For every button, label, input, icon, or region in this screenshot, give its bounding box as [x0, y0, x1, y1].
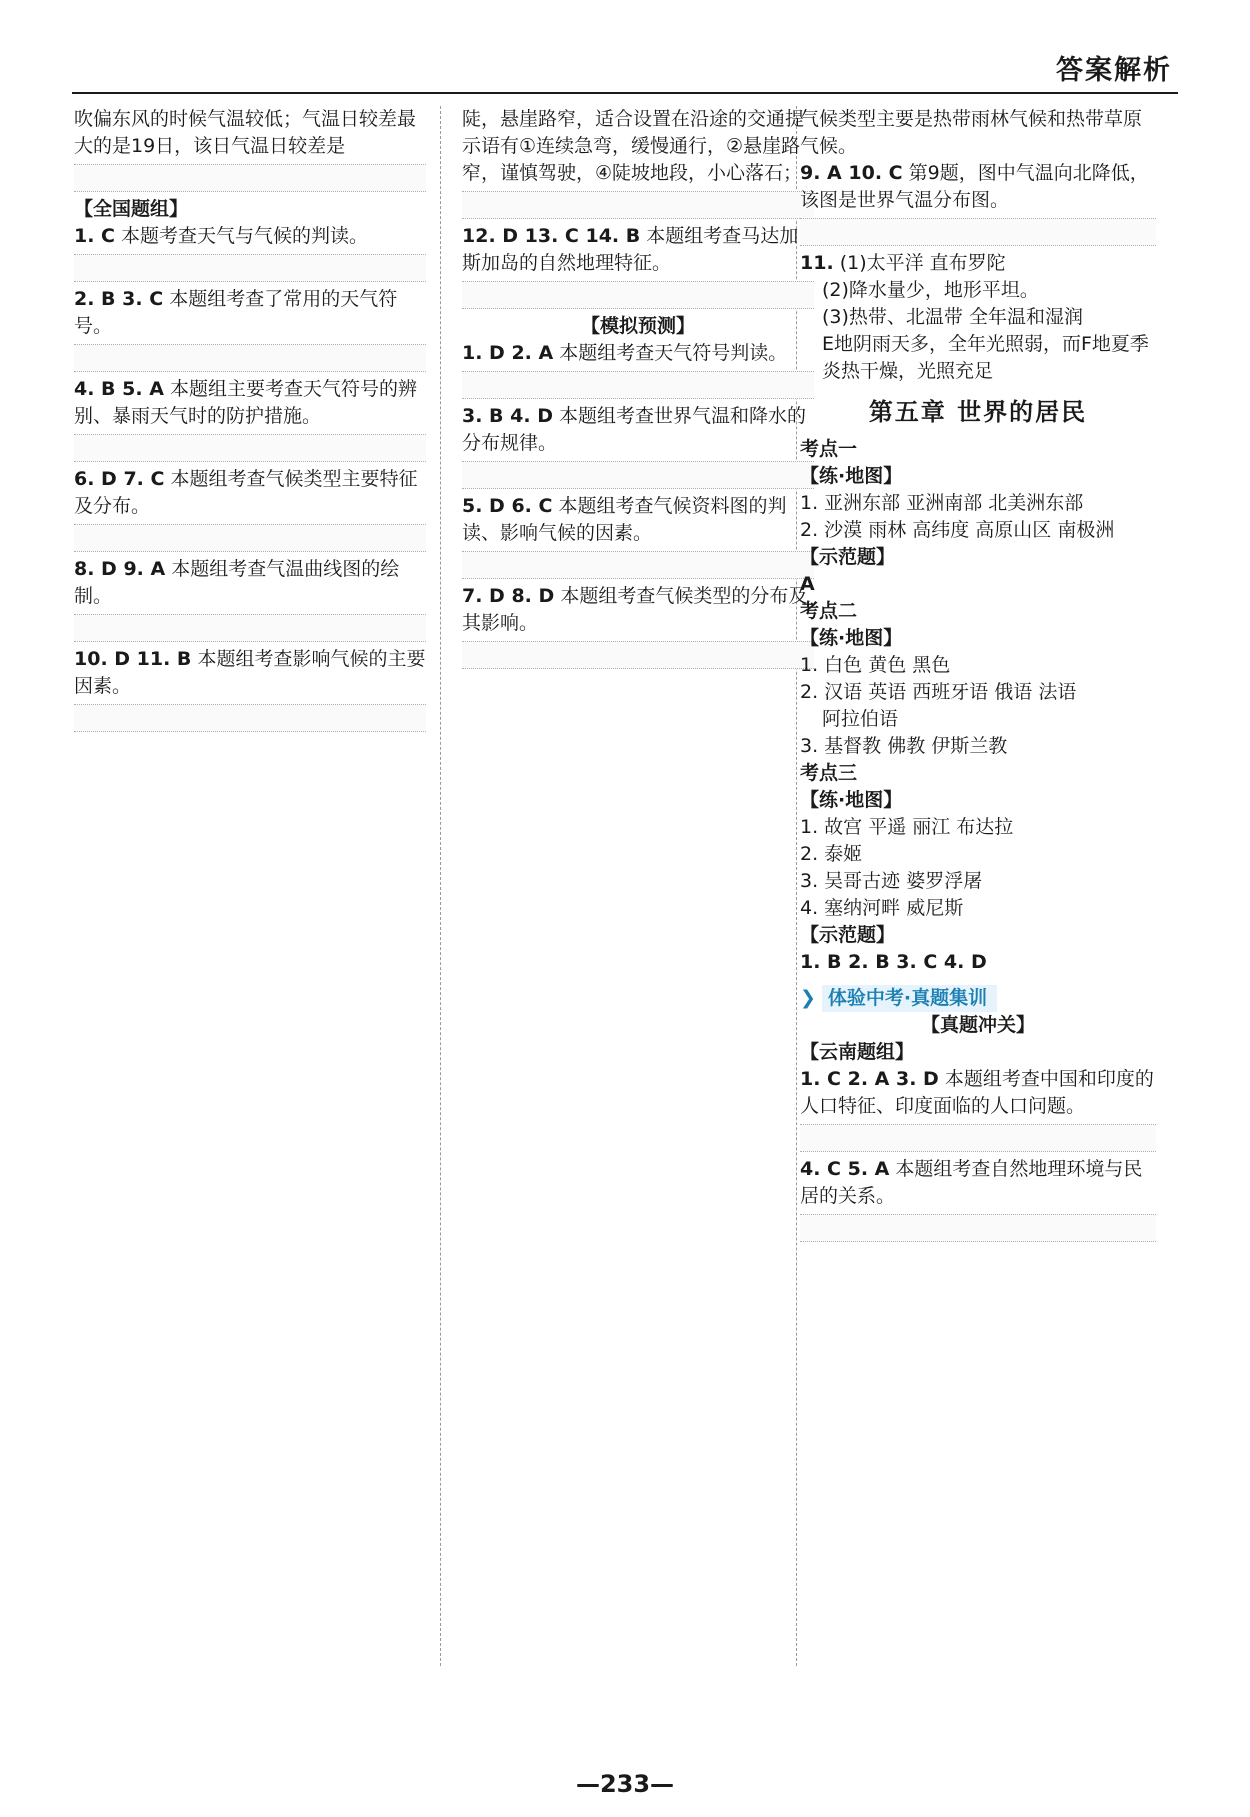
- omitted-passage: [800, 218, 1156, 246]
- answer-number: 2. B 3. C: [74, 288, 164, 310]
- answer-item: [462, 583, 814, 637]
- section-label: 【示范题】: [800, 924, 896, 946]
- answer-item: [74, 466, 426, 520]
- header-rule: [72, 92, 1178, 94]
- answer-text: 本题组考查气候类型主要特征及分布。: [74, 468, 418, 517]
- section-label: 考点一: [800, 438, 858, 460]
- answer-line: 4. 塞纳河畔 威尼斯: [800, 897, 964, 919]
- paragraph: 陡，悬崖路窄，适合设置在沿途的交通提示语有①连续急弯，缓慢通行，②悬崖路窄，谨慎驾驶，④陡坡地段，小心落石；: [462, 108, 805, 184]
- answer-text: 本题组考查气候资料图的判读、影响气候的因素。: [462, 495, 787, 544]
- answer-number: 4. B 5. A: [74, 378, 164, 400]
- answer-text: 本题组考查了常用的天气符号。: [74, 288, 398, 337]
- omitted-passage: [74, 524, 426, 552]
- column-right: [800, 106, 1156, 1246]
- page-number: —233—: [575, 1770, 675, 1798]
- answer-item: [800, 160, 1156, 214]
- answer-text: 本题组考查天气符号判读。: [559, 342, 788, 364]
- paragraph: 吹偏东风的时候气温较低；气温日较差最大的是19日，该日气温日较差是: [74, 108, 417, 157]
- answer-item: [74, 376, 426, 430]
- section-label: 【练·地图】: [800, 465, 903, 487]
- answer-number: 1. C 2. A 3. D: [800, 1068, 939, 1090]
- answer-line: E地阴雨天多，全年光照弱，而F地夏季炎热干燥，光照充足: [822, 333, 1149, 382]
- omitted-passage: [74, 434, 426, 462]
- omitted-passage: [462, 191, 814, 219]
- section-label: 【模拟预测】: [580, 315, 695, 337]
- section-label: 【真题冲关】: [920, 1014, 1035, 1036]
- answer-number: 11.: [800, 252, 834, 274]
- answer-line: 1. 亚洲东部 亚洲南部 北美洲东部: [800, 492, 1084, 514]
- answer-text: 第9题，图中气温向北降低，该图是世界气温分布图。: [800, 162, 1149, 211]
- answer-number: 1. C: [74, 225, 115, 247]
- answer-number: 10. D 11. B: [74, 648, 192, 670]
- page-header-title: 答案解析: [1056, 55, 1172, 86]
- answer-text: 本题组考查世界气温和降水的分布规律。: [462, 405, 807, 454]
- chevron-right-icon: ❯: [800, 987, 816, 1009]
- section-label: 考点三: [800, 762, 858, 784]
- answer-text: 本题考查天气与气候的判读。: [121, 225, 369, 247]
- omitted-passage: [462, 461, 814, 489]
- omitted-passage: [74, 164, 426, 192]
- answer-line: 3. 吴哥古迹 婆罗浮屠: [800, 870, 983, 892]
- answer-line: A: [800, 573, 815, 595]
- omitted-passage: [74, 614, 426, 642]
- answer-number: 12. D 13. C 14. B: [462, 225, 641, 247]
- answer-line: 1. 故宫 平遥 丽江 布达拉: [800, 816, 1014, 838]
- answer-line: 3. 基督教 佛教 伊斯兰教: [800, 735, 1008, 757]
- answer-text: (1)太平洋 直布罗陀: [839, 252, 1006, 274]
- omitted-passage: [800, 1214, 1156, 1242]
- answer-item: [800, 1066, 1156, 1120]
- answer-item: [74, 646, 426, 700]
- answer-number: 1. D 2. A: [462, 342, 554, 364]
- answer-number: 4. C 5. A: [800, 1158, 890, 1180]
- section-label: 【练·地图】: [800, 789, 903, 811]
- omitted-passage: [462, 371, 814, 399]
- answer-text: 本题组考查气候类型的分布及其影响。: [462, 585, 808, 634]
- omitted-passage: [74, 704, 426, 732]
- column-left: [74, 106, 426, 736]
- omitted-passage: [462, 641, 814, 669]
- answer-line: (3)热带、北温带 全年温和湿润: [822, 306, 1083, 328]
- answer-line: 2. 汉语 英语 西班牙语 俄语 法语: [800, 681, 1077, 703]
- answer-item: [462, 403, 814, 457]
- section-label: 【全国题组】: [74, 198, 189, 220]
- section-label: 【练·地图】: [800, 627, 903, 649]
- omitted-passage: [800, 1124, 1156, 1152]
- answer-item: [800, 250, 1156, 277]
- answer-number: 8. D 9. A: [74, 558, 166, 580]
- answer-number: 7. D 8. D: [462, 585, 555, 607]
- answer-item: [462, 340, 814, 367]
- answer-line: (2)降水量少，地形平坦。: [822, 279, 1039, 301]
- answer-text: 本题组考查气温曲线图的绘制。: [74, 558, 400, 607]
- answer-item: [74, 223, 426, 250]
- answer-line: 1. B 2. B 3. C 4. D: [800, 951, 987, 973]
- omitted-passage: [462, 551, 814, 579]
- answer-item: [74, 286, 426, 340]
- answer-item: [462, 223, 814, 277]
- answer-number: 5. D 6. C: [462, 495, 553, 517]
- answer-item: [74, 556, 426, 610]
- column-middle: [462, 106, 814, 673]
- answer-line: 2. 泰姬: [800, 843, 863, 865]
- answer-line: 2. 沙漠 雨林 高纬度 高原山区 南极洲: [800, 519, 1115, 541]
- answer-text: 本题组考查影响气候的主要因素。: [74, 648, 426, 697]
- answer-item: [462, 493, 814, 547]
- section-label: 【云南题组】: [800, 1041, 915, 1063]
- answer-text: 本题组考查自然地理环境与民居的关系。: [800, 1158, 1143, 1207]
- answer-line: 1. 白色 黄色 黑色: [800, 654, 951, 676]
- answer-text: 本题组主要考查天气符号的辨别、暴雨天气时的防护措施。: [74, 378, 417, 427]
- exam-banner: [800, 985, 1156, 1012]
- chapter-title: 第五章 世界的居民: [868, 398, 1088, 426]
- answer-number: 6. D 7. C: [74, 468, 165, 490]
- answer-number: 9. A 10. C: [800, 162, 903, 184]
- banner-label: 体验中考·真题集训: [822, 985, 997, 1012]
- column-divider-left: [440, 106, 441, 1666]
- answer-text: 本题组考查中国和印度的人口特征、印度面临的人口问题。: [800, 1068, 1154, 1117]
- answer-line: 阿拉伯语: [822, 708, 899, 730]
- section-label: 【示范题】: [800, 546, 896, 568]
- section-label: 考点二: [800, 600, 858, 622]
- paragraph: 气候类型主要是热带雨林气候和热带草原气候。: [800, 108, 1143, 157]
- omitted-passage: [462, 281, 814, 309]
- omitted-passage: [74, 254, 426, 282]
- answer-item: [800, 1156, 1156, 1210]
- answer-text: 本题组考查马达加斯加岛的自然地理特征。: [462, 225, 799, 274]
- omitted-passage: [74, 344, 426, 372]
- answer-number: 3. B 4. D: [462, 405, 553, 427]
